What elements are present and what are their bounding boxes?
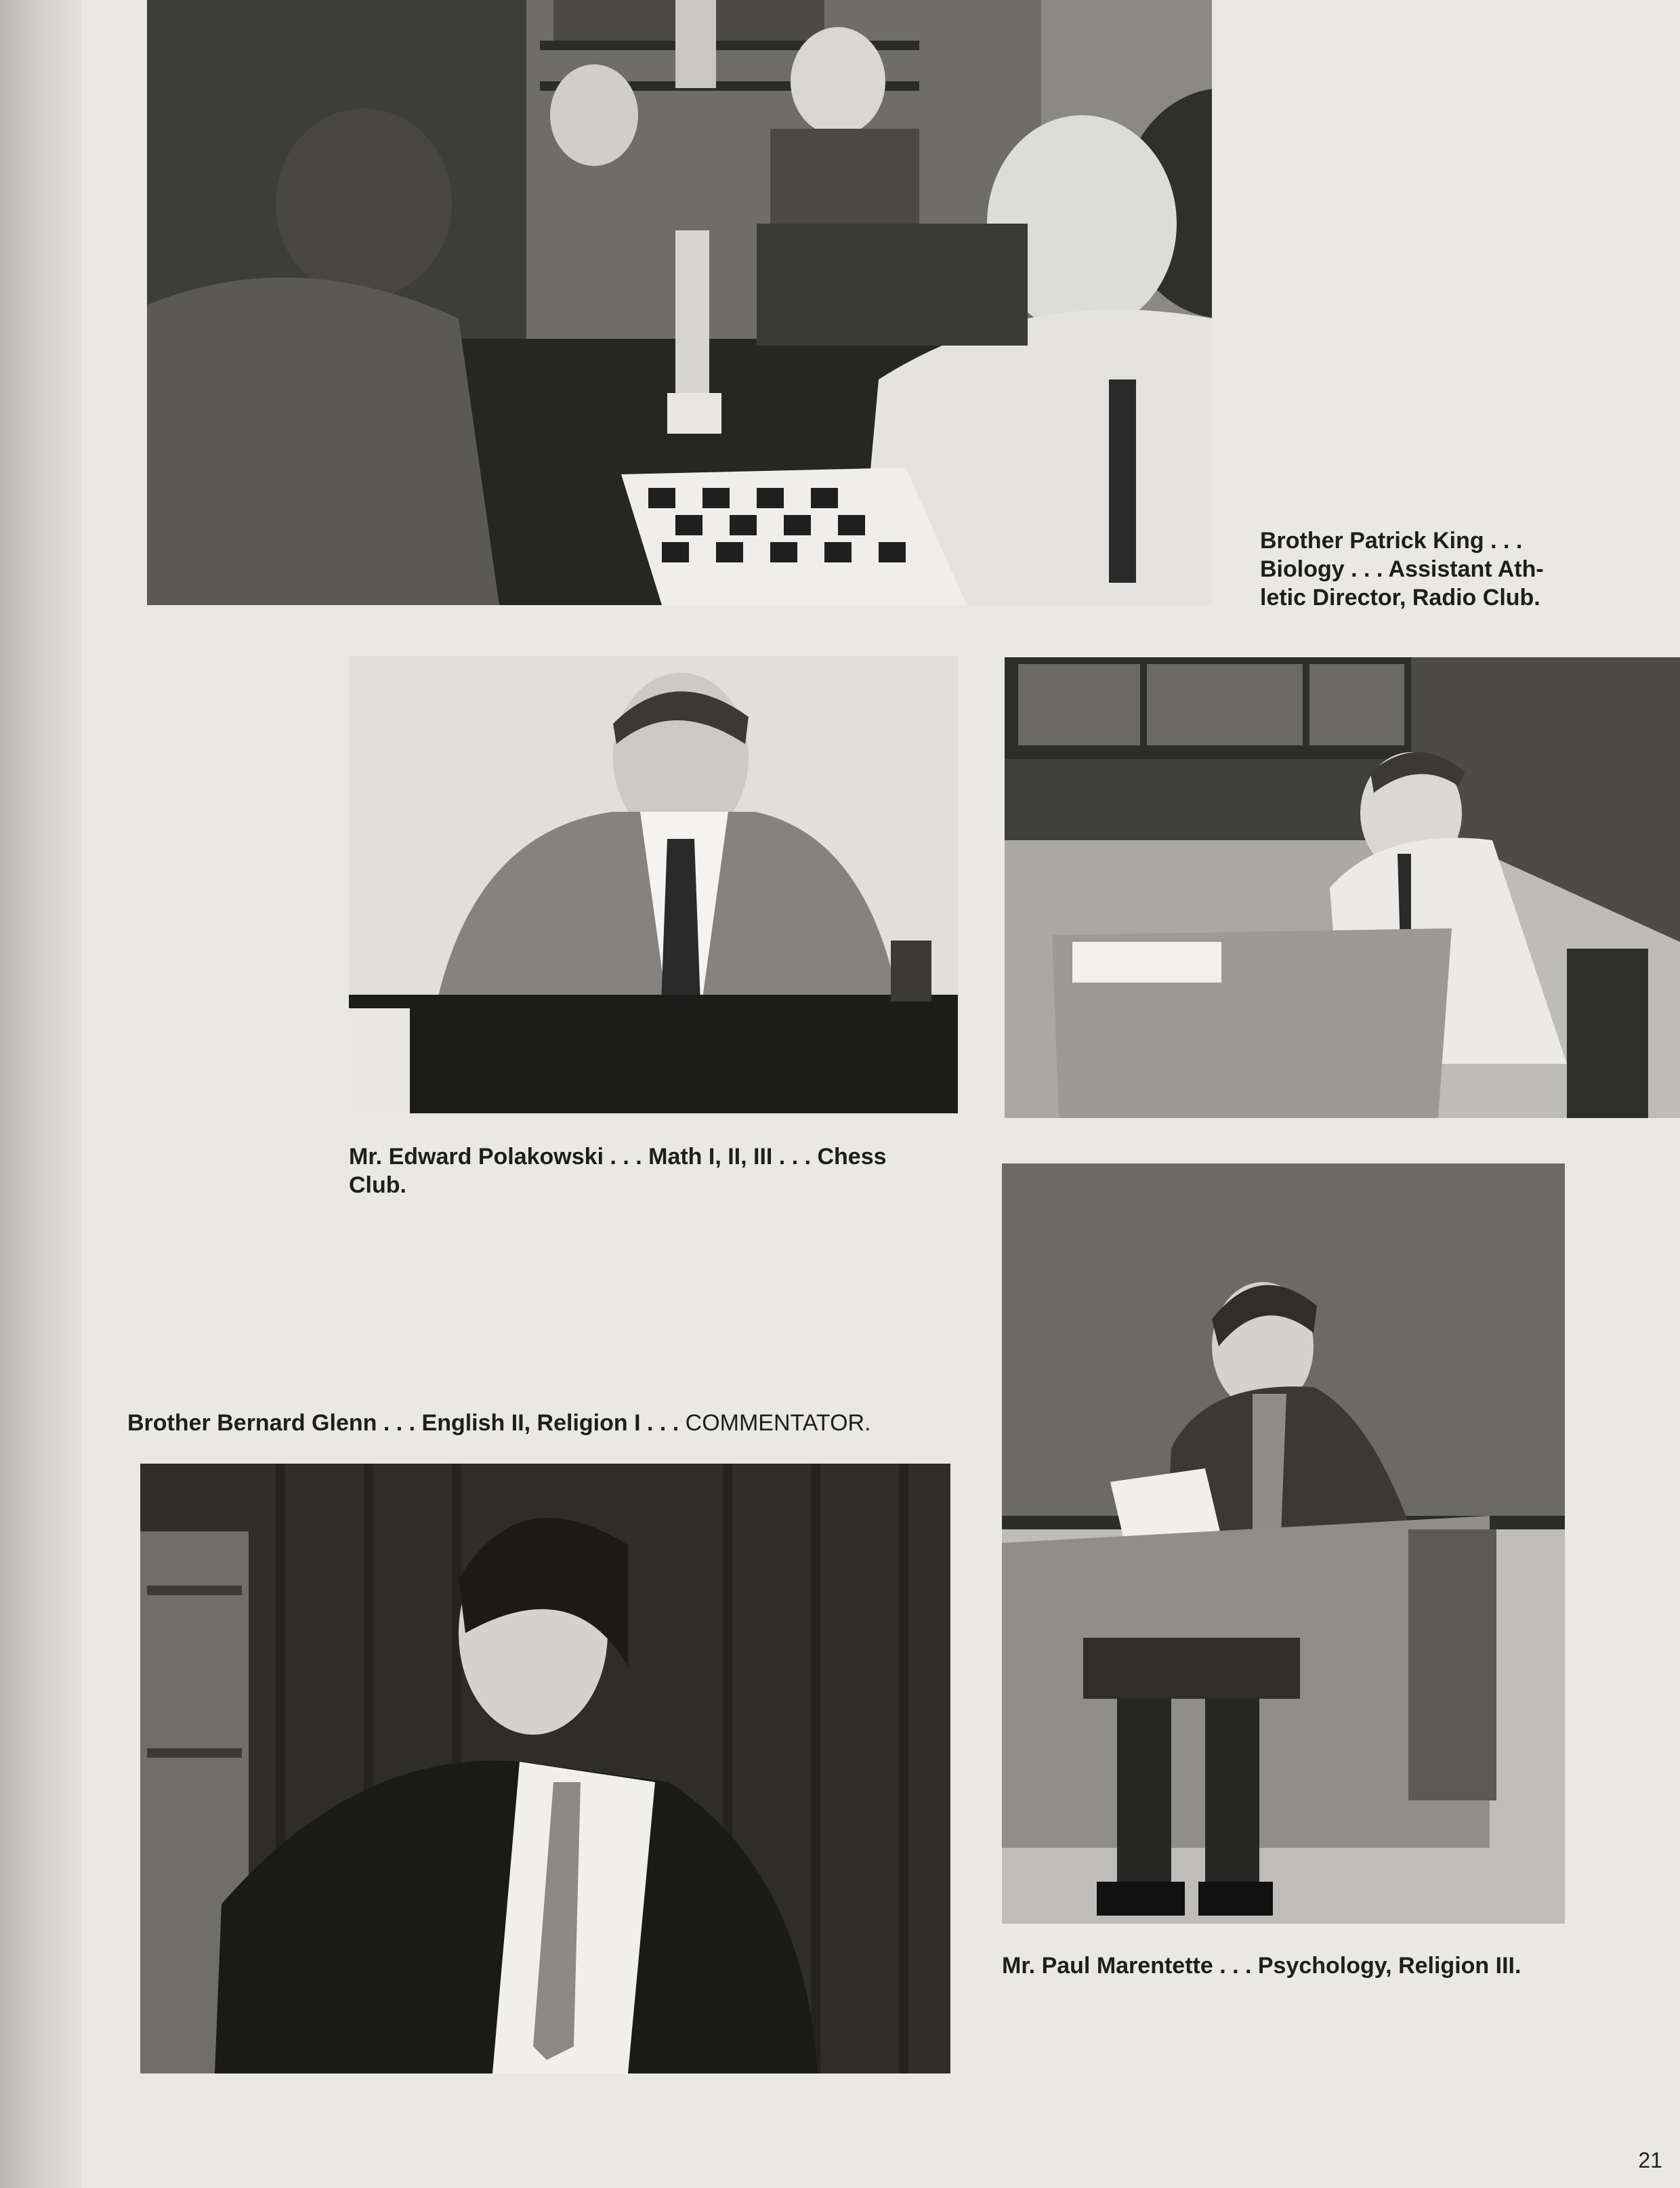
caption-paul-marentette-line1: Mr. Paul Marentette . . . Psychology, Religion III. bbox=[1002, 1953, 1521, 1979]
caption-bernard-glenn bbox=[127, 1409, 981, 1437]
classroom-photo bbox=[1005, 657, 1680, 1118]
page-number: 21 bbox=[1638, 2148, 1662, 2172]
chess-club-photo bbox=[147, 0, 1212, 605]
caption-patrick-king-line2: Biology . . . Assistant Ath- bbox=[1260, 556, 1544, 582]
page-binding-shadow bbox=[0, 0, 81, 2188]
glenn-photo bbox=[140, 1464, 950, 2073]
caption-polakowski-line2: Club. bbox=[349, 1172, 406, 1198]
caption-polakowski-line1: Mr. Edward Polakowski . . . Math I, II, III . . . Chess bbox=[349, 1144, 887, 1170]
caption-patrick-king-line3: letic Director, Radio Club. bbox=[1260, 585, 1540, 611]
caption-bernard-glenn-main: Brother Bernard Glenn . . . English II, Religion I . . . bbox=[127, 1410, 686, 1436]
caption-polakowski bbox=[349, 1142, 972, 1199]
caption-patrick-king-line1: Brother Patrick King . . . bbox=[1260, 528, 1523, 554]
polakowski-photo bbox=[349, 656, 958, 1113]
caption-paul-marentette bbox=[1002, 1952, 1612, 1980]
marentette-photo bbox=[1002, 1163, 1565, 1924]
caption-bernard-glenn-role: COMMENTATOR. bbox=[685, 1410, 871, 1436]
caption-patrick-king bbox=[1260, 527, 1653, 612]
